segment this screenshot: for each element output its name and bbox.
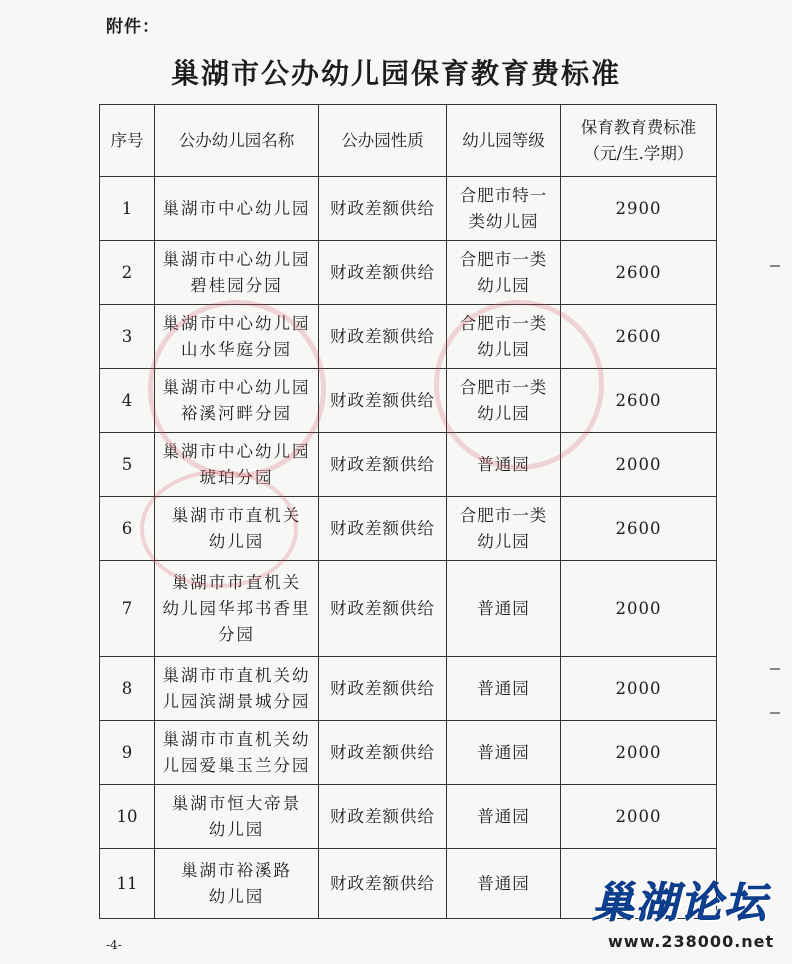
- kindergarten-name: [155, 433, 319, 497]
- kindergarten-grade-line: 幼儿园: [477, 531, 530, 551]
- kindergarten-name-line: 儿园爱巢玉兰分园: [162, 755, 311, 775]
- kindergarten-nature: 财政差额供给: [319, 721, 447, 785]
- kindergarten-nature: 财政差额供给: [319, 177, 447, 241]
- kindergarten-name: [155, 785, 319, 849]
- kindergarten-name: [155, 177, 319, 241]
- kindergarten-grade-line: 合肥市一类: [459, 249, 548, 269]
- kindergarten-name-line: 幼儿园: [208, 886, 265, 906]
- margin-mark: [770, 265, 780, 267]
- kindergarten-nature: 财政差额供给: [319, 433, 447, 497]
- kindergarten-name-line: 巢湖市中心幼儿园: [162, 249, 311, 269]
- kindergarten-name-line: 巢湖市中心幼儿园: [162, 198, 311, 218]
- header-fee-line1: 保育教育费标准: [580, 117, 697, 137]
- header-grade: 幼儿园等级: [447, 105, 561, 177]
- header-name: 公办幼儿园名称: [155, 105, 319, 177]
- kindergarten-grade-line: 普通园: [477, 742, 530, 762]
- kindergarten-name: [155, 497, 319, 561]
- kindergarten-grade-line: 合肥市一类: [459, 505, 548, 525]
- kindergarten-name-line: 巢湖市市直机关幼: [162, 665, 311, 685]
- fee-standard: 2600: [561, 241, 717, 305]
- table-header-row: [100, 105, 717, 177]
- margin-mark: [770, 712, 780, 714]
- kindergarten-grade-line: 合肥市特一: [459, 185, 548, 205]
- kindergarten-name: [155, 369, 319, 433]
- kindergarten-grade: [447, 561, 561, 657]
- kindergarten-name-line: 巢湖市市直机关幼: [162, 729, 311, 749]
- header-fee: [561, 105, 717, 177]
- kindergarten-grade-line: 普通园: [477, 806, 530, 826]
- table-row: [100, 241, 717, 305]
- kindergarten-name-line: 巢湖市裕溪路: [181, 860, 292, 880]
- kindergarten-nature: 财政差额供给: [319, 785, 447, 849]
- kindergarten-name-line: 碧桂园分园: [190, 275, 283, 295]
- row-number: 3: [100, 305, 155, 369]
- table-row: [100, 657, 717, 721]
- table-row: [100, 369, 717, 433]
- fee-standard: 2000: [561, 657, 717, 721]
- kindergarten-name-line: 分园: [218, 624, 255, 644]
- header-nature: 公办园性质: [319, 105, 447, 177]
- kindergarten-grade-line: 幼儿园: [477, 339, 530, 359]
- header-fee-line2: （元/生.学期）: [583, 143, 694, 163]
- kindergarten-grade-line: 合肥市一类: [459, 377, 548, 397]
- kindergarten-name-line: 儿园滨湖景城分园: [162, 691, 311, 711]
- kindergarten-grade-line: 幼儿园: [477, 403, 530, 423]
- kindergarten-name-line: 幼儿园: [208, 531, 265, 551]
- kindergarten-nature: 财政差额供给: [319, 497, 447, 561]
- kindergarten-name-line: 裕溪河畔分园: [181, 403, 292, 423]
- fee-standard: 2000: [561, 433, 717, 497]
- kindergarten-grade: [447, 785, 561, 849]
- kindergarten-grade: [447, 433, 561, 497]
- kindergarten-name-line: 巢湖市恒大帝景: [171, 793, 302, 813]
- row-number: 10: [100, 785, 155, 849]
- kindergarten-grade: [447, 305, 561, 369]
- kindergarten-name: [155, 721, 319, 785]
- page-title: 巢湖市公办幼儿园保育教育费标准: [170, 57, 621, 90]
- table-row: [100, 721, 717, 785]
- kindergarten-nature: 财政差额供给: [319, 849, 447, 919]
- site-watermark-url: www.238000.net: [608, 932, 775, 951]
- kindergarten-name-line: 巢湖市市直机关: [171, 572, 302, 592]
- row-number: 9: [100, 721, 155, 785]
- kindergarten-grade-line: 幼儿园: [477, 275, 530, 295]
- fee-standard: 2600: [561, 305, 717, 369]
- kindergarten-name-line: 山水华庭分园: [181, 339, 292, 359]
- fee-standard: 2600: [561, 497, 717, 561]
- kindergarten-name-line: 巢湖市中心幼儿园: [162, 313, 311, 333]
- site-watermark-name: 巢湖论坛: [592, 878, 769, 927]
- kindergarten-name-line: 巢湖市中心幼儿园: [162, 377, 311, 397]
- kindergarten-nature: 财政差额供给: [319, 657, 447, 721]
- table-row: [100, 305, 717, 369]
- kindergarten-grade: [447, 241, 561, 305]
- row-number: 8: [100, 657, 155, 721]
- kindergarten-nature: 财政差额供给: [319, 305, 447, 369]
- kindergarten-grade-line: 普通园: [477, 454, 530, 474]
- kindergarten-name-line: 巢湖市中心幼儿园: [162, 441, 311, 461]
- kindergarten-grade-line: 类幼儿园: [468, 211, 539, 231]
- fee-table: [99, 104, 717, 919]
- kindergarten-grade-line: 普通园: [477, 598, 530, 618]
- kindergarten-grade: [447, 849, 561, 919]
- table-row: [100, 561, 717, 657]
- fee-standard: 2600: [561, 369, 717, 433]
- kindergarten-grade: [447, 369, 561, 433]
- kindergarten-grade-line: 合肥市一类: [459, 313, 548, 333]
- kindergarten-name-line: 幼儿园: [208, 819, 265, 839]
- kindergarten-grade: [447, 657, 561, 721]
- kindergarten-grade: [447, 177, 561, 241]
- fee-standard: 2900: [561, 177, 717, 241]
- table-row: [100, 497, 717, 561]
- kindergarten-name: [155, 561, 319, 657]
- kindergarten-name-line: 幼儿园华邦书香里: [162, 598, 311, 618]
- table-row: [100, 433, 717, 497]
- row-number: 5: [100, 433, 155, 497]
- fee-standard: 2000: [561, 721, 717, 785]
- kindergarten-name: [155, 305, 319, 369]
- kindergarten-grade-line: 普通园: [477, 678, 530, 698]
- row-number: 7: [100, 561, 155, 657]
- page-number: -4-: [106, 938, 122, 952]
- kindergarten-nature: 财政差额供给: [319, 561, 447, 657]
- kindergarten-name: [155, 241, 319, 305]
- site-watermark-logo: [588, 862, 784, 962]
- table-row: [100, 785, 717, 849]
- row-number: 2: [100, 241, 155, 305]
- kindergarten-nature: 财政差额供给: [319, 369, 447, 433]
- attachment-label: 附件：: [106, 17, 160, 37]
- kindergarten-name: [155, 849, 319, 919]
- table-body: [100, 177, 717, 919]
- kindergarten-name: [155, 657, 319, 721]
- header-no: 序号: [100, 105, 155, 177]
- margin-mark: [770, 668, 780, 670]
- kindergarten-grade-line: 普通园: [477, 873, 530, 893]
- row-number: 11: [100, 849, 155, 919]
- kindergarten-nature: 财政差额供给: [319, 241, 447, 305]
- row-number: 1: [100, 177, 155, 241]
- kindergarten-grade: [447, 721, 561, 785]
- fee-standard: 2000: [561, 561, 717, 657]
- row-number: 6: [100, 497, 155, 561]
- table-row: [100, 177, 717, 241]
- kindergarten-name-line: 巢湖市市直机关: [171, 505, 302, 525]
- row-number: 4: [100, 369, 155, 433]
- fee-standard: 2000: [561, 785, 717, 849]
- kindergarten-name-line: 琥珀分园: [199, 467, 274, 487]
- kindergarten-grade: [447, 497, 561, 561]
